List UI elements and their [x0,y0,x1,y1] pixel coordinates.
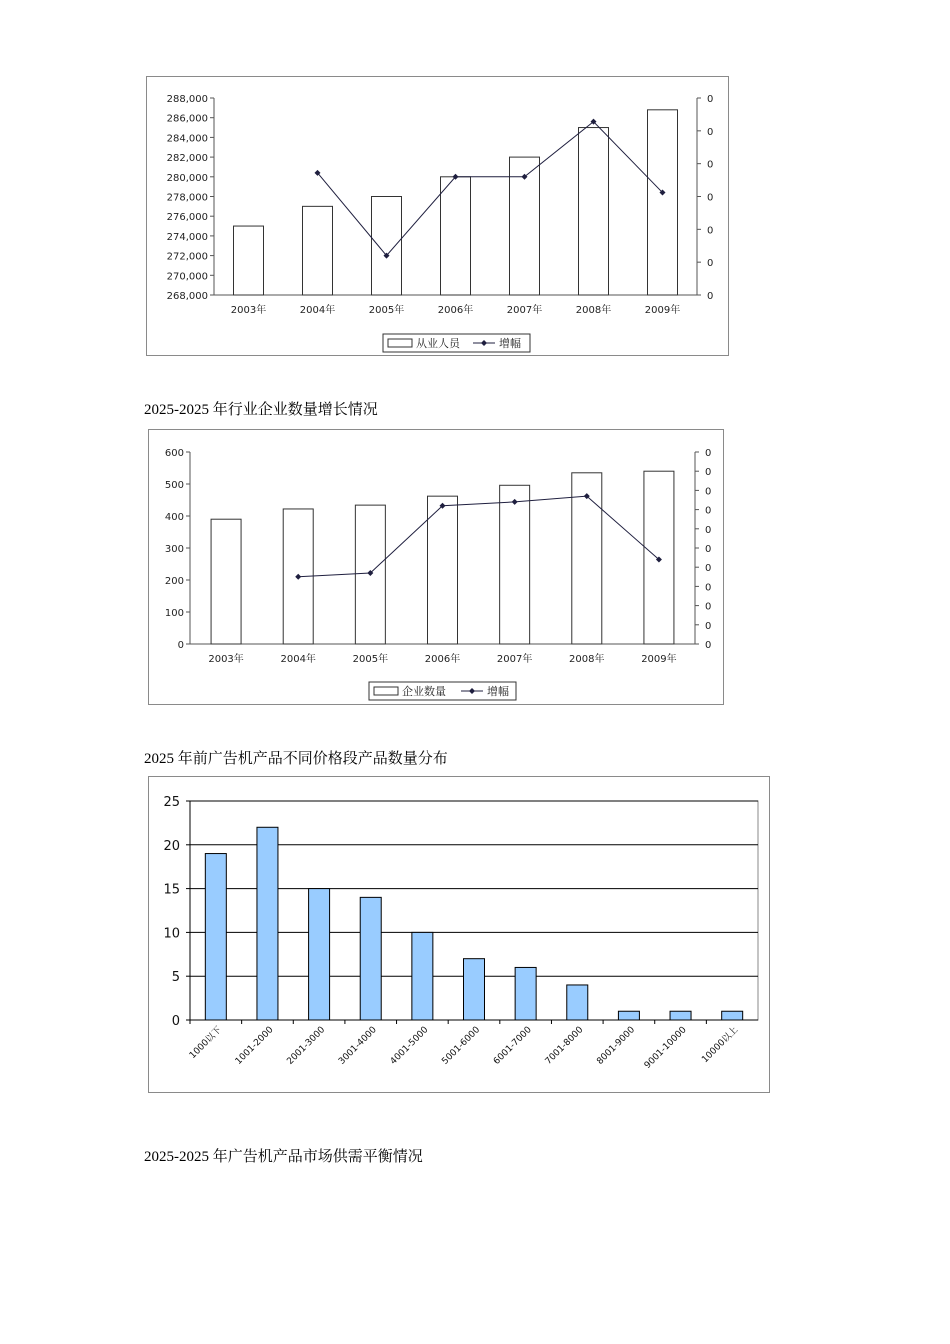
y2-tick-label: 0 [705,524,712,536]
bar [412,932,433,1020]
y-tick-label: 5 [171,970,180,986]
y2-tick-label: 0 [705,563,712,575]
bar [441,177,471,295]
employees-chart-frame [146,76,729,356]
bar [303,206,333,295]
x-tick-label: 2008年 [569,654,605,665]
bar [372,197,402,296]
x-tick-label: 2006年 [424,654,461,665]
y2-tick-label: 0 [705,620,712,632]
bar [579,128,609,295]
y-tick-label: 500 [164,480,184,491]
y-tick-label: 0 [171,1014,180,1029]
x-tick-label: 10000以上 [700,1025,741,1066]
y-tick-label: 282,000 [166,153,208,165]
price-distribution-chart [149,777,769,1092]
x-tick-label: 2009年 [644,305,681,316]
x-tick-label: 2001-3000 [285,1025,328,1067]
y-tick-label: 10 [163,926,180,942]
y2-tick-label: 0 [705,601,712,613]
legend-line-label: 增幅 [487,685,509,698]
bar [648,110,678,295]
y2-tick-label: 0 [707,94,714,105]
y-tick-label: 286,000 [166,113,208,125]
y-tick-label: 288,000 [166,94,208,105]
bar [205,854,226,1020]
y2-tick-label: 0 [705,582,712,594]
y2-tick-label: 0 [705,467,712,479]
bar [722,1011,743,1020]
bar [234,226,264,295]
x-tick-label: 2005年 [352,654,389,665]
y2-tick-label: 0 [705,486,712,498]
y-tick-label: 400 [164,512,184,523]
x-tick-label: 8001-9000 [595,1025,638,1067]
x-tick-label: 5001-6000 [440,1025,483,1067]
y-tick-label: 278,000 [166,192,208,204]
x-tick-label: 2006年 [437,305,474,316]
x-tick-label: 2004年 [280,654,316,665]
bar [309,889,330,1020]
price-distribution-chart-frame [148,776,770,1093]
bar [515,967,536,1020]
y-tick-label: 0 [177,640,184,651]
y-tick-label: 20 [163,838,180,854]
x-tick-label: 2008年 [575,305,612,316]
x-tick-label: 7001-8000 [543,1025,586,1067]
bar [618,1011,639,1020]
x-tick-label: 2007年 [496,654,533,665]
bar [500,485,530,644]
y2-tick-label: 0 [707,225,714,237]
y2-tick-label: 0 [707,126,714,138]
employees-chart [147,77,728,355]
x-tick-label: 2009年 [641,654,677,665]
y2-tick-label: 0 [705,640,712,651]
y-tick-label: 280,000 [166,172,208,184]
supply-demand-caption: 2025-2025 年广告机产品市场供需平衡情况 [144,1149,423,1165]
legend-bar-label: 从业人员 [416,337,460,350]
x-tick-label: 2007年 [506,305,543,316]
bar [464,959,485,1020]
bar [670,1011,691,1020]
bar [428,496,458,644]
y-tick-label: 274,000 [166,231,208,243]
legend-line-label: 增幅 [499,337,521,350]
enterprise-count-chart-frame [148,429,724,705]
y-tick-label: 100 [164,608,184,619]
x-tick-label: 1001-2000 [233,1025,276,1067]
enterprise-count-chart [149,430,723,704]
y2-tick-label: 0 [707,159,714,171]
enterprise-count-caption: 2025-2025 年行业企业数量增长情况 [144,402,378,418]
y2-tick-label: 0 [707,258,714,270]
legend-bar-swatch [388,339,412,347]
x-tick-label: 4001-5000 [388,1025,431,1067]
y2-tick-label: 0 [705,448,712,459]
x-tick-label: 6001-7000 [491,1025,534,1067]
legend-bar-swatch [374,687,398,695]
growth-line [318,122,663,256]
legend-bar-label: 企业数量 [402,685,446,698]
x-tick-label: 1000以下 [187,1025,224,1062]
y2-tick-label: 0 [705,505,712,517]
y-tick-label: 25 [163,795,180,810]
y-tick-label: 276,000 [166,212,208,224]
x-tick-label: 2003年 [208,654,244,665]
y-tick-label: 600 [164,448,184,459]
y-tick-label: 268,000 [166,291,208,302]
bar [567,985,588,1020]
y-tick-label: 200 [164,576,184,587]
y2-tick-label: 0 [707,291,714,302]
y-tick-label: 15 [163,882,180,898]
bar [257,827,278,1020]
y-tick-label: 300 [164,544,184,555]
bar [360,897,381,1020]
y-tick-label: 270,000 [166,271,208,283]
bar [211,519,241,644]
growth-line [298,496,659,577]
x-tick-label: 2005年 [368,305,405,316]
x-tick-label: 9001-10000 [642,1025,689,1071]
y2-tick-label: 0 [705,544,712,555]
x-tick-label: 3001-4000 [337,1025,379,1067]
x-tick-label: 2004年 [299,305,336,316]
y-tick-label: 272,000 [166,251,208,263]
price-distribution-caption: 2025 年前广告机产品不同价格段产品数量分布 [144,751,448,767]
y2-tick-label: 0 [707,192,714,204]
y-tick-label: 284,000 [166,133,208,145]
x-tick-label: 2003年 [230,305,267,316]
